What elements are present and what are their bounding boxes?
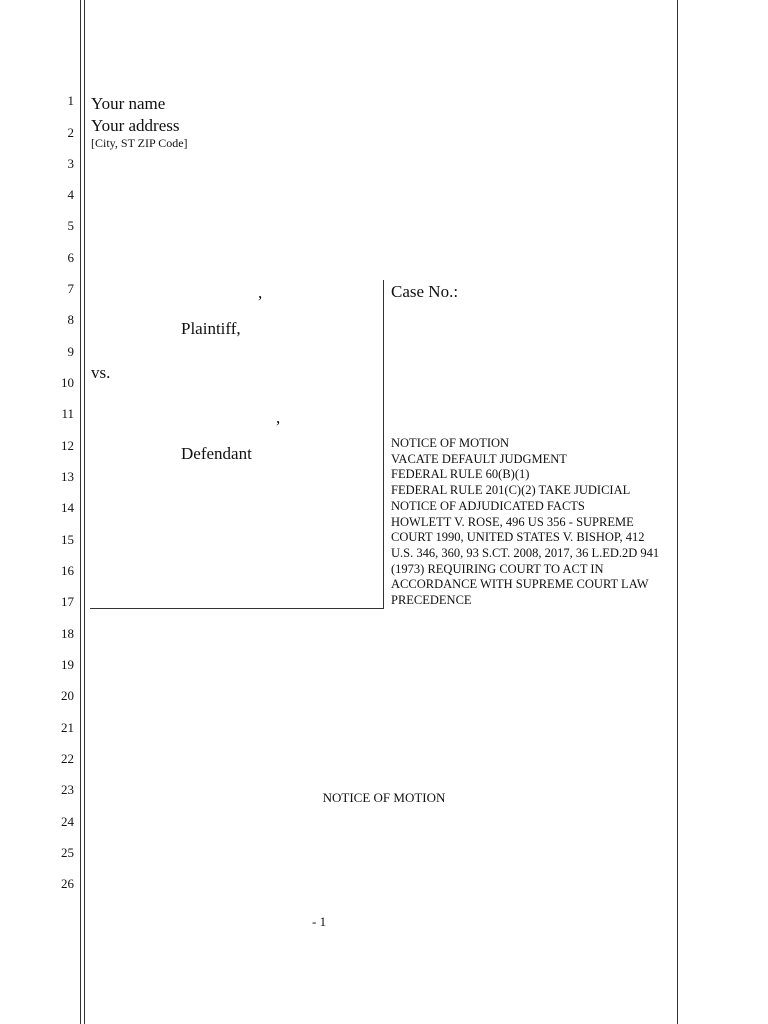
line-number: 12 <box>61 438 74 453</box>
document-title-line: NOTICE OF MOTION <box>391 436 510 450</box>
document-title-line: HOWLETT V. ROSE, 496 US 356 - SUPREME <box>391 514 634 529</box>
line-number: 10 <box>61 375 74 390</box>
document-title-line: (1973) REQUIRING COURT TO ACT IN <box>391 561 604 576</box>
defendant-label: Defendant <box>181 444 252 463</box>
footer-document-title: NOTICE OF MOTION <box>322 790 446 805</box>
line-number: 22 <box>61 751 74 766</box>
line-number: 15 <box>61 532 74 547</box>
line-number: 9 <box>67 344 74 359</box>
document-title-line: FEDERAL RULE 201(C)(2) TAKE JUDICIAL <box>391 483 631 498</box>
filer-address: Your address <box>91 116 180 135</box>
line-number: 16 <box>61 563 74 578</box>
document-title-line: ACCORDANCE WITH SUPREME COURT LAW <box>391 577 649 592</box>
defendant-name-comma: , <box>276 408 281 427</box>
line-number: 23 <box>61 782 74 797</box>
document-title-line: NOTICE OF ADJUDICATED FACTS <box>391 498 585 513</box>
line-number: 5 <box>67 218 74 233</box>
line-number: 7 <box>67 281 74 296</box>
line-number: 14 <box>61 500 74 515</box>
plaintiff-name-comma: , <box>258 283 263 302</box>
document-title-line: COURT 1990, UNITED STATES V. BISHOP, 412 <box>391 530 645 545</box>
filer-name: Your name <box>91 94 166 113</box>
line-number: 2 <box>67 125 74 140</box>
line-number: 25 <box>61 845 74 860</box>
line-number: 17 <box>61 594 74 609</box>
left-margin-rule-outer <box>80 0 81 1024</box>
line-number: 18 <box>61 626 74 641</box>
line-number: 1 <box>67 93 74 108</box>
document-title-block <box>391 436 681 609</box>
page-number: - 1 <box>312 914 327 929</box>
line-number: 21 <box>61 720 74 735</box>
document-title-line: FEDERAL RULE 60(B)(1) <box>391 467 530 482</box>
line-number: 13 <box>61 469 74 484</box>
line-number: 24 <box>61 814 74 829</box>
line-number: 26 <box>61 876 74 891</box>
line-number: 11 <box>61 406 74 421</box>
line-number: 20 <box>61 688 74 703</box>
left-margin-rule-inner <box>84 0 85 1024</box>
document-title-line: VACATE DEFAULT JUDGMENT <box>391 451 567 466</box>
document-title-line: U.S. 346, 360, 93 S.CT. 2008, 2017, 36 L.ED.2D 941 <box>391 545 660 560</box>
line-number: 6 <box>67 250 74 265</box>
filer-city-line: [City, ST ZIP Code] <box>91 136 188 150</box>
versus-label: vs. <box>91 363 111 382</box>
case-number-label: Case No.: <box>391 282 459 301</box>
line-number: 8 <box>67 312 74 327</box>
line-number: 3 <box>67 156 74 171</box>
line-number: 4 <box>67 187 74 202</box>
line-number: 19 <box>61 657 74 672</box>
document-title-line: PRECEDENCE <box>391 593 472 608</box>
plaintiff-label: Plaintiff, <box>181 319 241 338</box>
